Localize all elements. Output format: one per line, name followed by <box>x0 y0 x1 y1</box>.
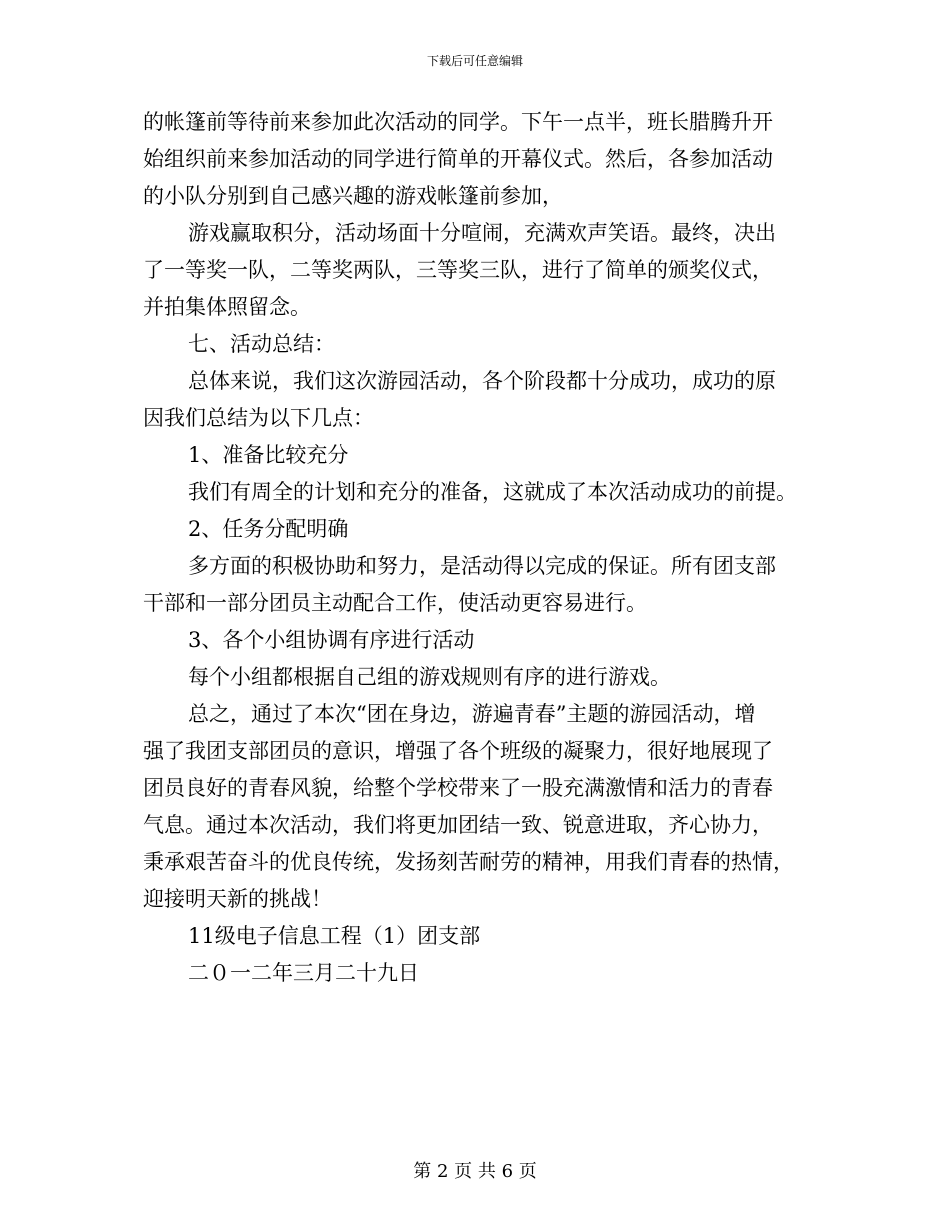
text-line: 游戏赢取积分，活动场面十分喧闹，充满欢声笑语。最终，决出 <box>188 221 776 245</box>
text-line: 2、任务分配明确 <box>188 517 349 541</box>
text-line: 秉承艰苦奋斗的优良传统，发扬刻苦耐劳的精神，用我们青春的热情， <box>143 850 794 874</box>
text-line: 二０一二年三月二十九日 <box>188 961 419 985</box>
text-line: 每个小组都根据自己组的游戏规则有序的进行游戏。 <box>188 665 671 689</box>
document-body <box>143 104 823 992</box>
text-line: 3、各个小组协调有序进行活动 <box>188 628 475 652</box>
text-line: 因我们总结为以下几点： <box>143 406 374 430</box>
text-line: 11级电子信息工程（1）团支部 <box>188 924 481 948</box>
text-line: 我们有周全的计划和充分的准备，这就成了本次活动成功的前提。 <box>188 480 797 504</box>
text-line: 七、活动总结： <box>188 332 335 356</box>
page-footer: 第 2 页 共 6 页 <box>413 1161 537 1182</box>
text-line: 并拍集体照留念。 <box>143 295 311 319</box>
text-line: 的帐篷前等待前来参加此次活动的同学。下午一点半，班长腊腾升开 <box>143 110 773 134</box>
text-line: 始组织前来参加活动的同学进行简单的开幕仪式。然后，各参加活动 <box>143 147 773 171</box>
text-line: 总体来说，我们这次游园活动，各个阶段都十分成功，成功的原 <box>188 369 776 393</box>
text-line: 团员良好的青春风貌，给整个学校带来了一股充满激情和活力的青春 <box>143 776 773 800</box>
text-line: 了一等奖一队，二等奖两队，三等奖三队，进行了简单的颁奖仪式， <box>143 258 773 282</box>
text-line: 多方面的积极协助和努力，是活动得以完成的保证。所有团支部 <box>188 554 776 578</box>
text-line: 强了我团支部团员的意识，增强了各个班级的凝聚力，很好地展现了 <box>143 739 773 763</box>
text-line: 的小队分别到自己感兴趣的游戏帐篷前参加， <box>143 184 563 208</box>
text-line: 干部和一部分团员主动配合工作，使活动更容易进行。 <box>143 591 647 615</box>
page-header: 下载后可任意编辑 <box>426 54 523 68</box>
text-line: 迎接明天新的挑战！ <box>143 887 332 911</box>
text-line: 1、准备比较充分 <box>188 443 349 467</box>
text-line: 总之，通过了本次“团在身边，游遍青春”主题的游园活动，增 <box>188 702 756 726</box>
text-line: 气息。通过本次活动，我们将更加团结一致、锐意进取，齐心协力， <box>143 813 773 837</box>
